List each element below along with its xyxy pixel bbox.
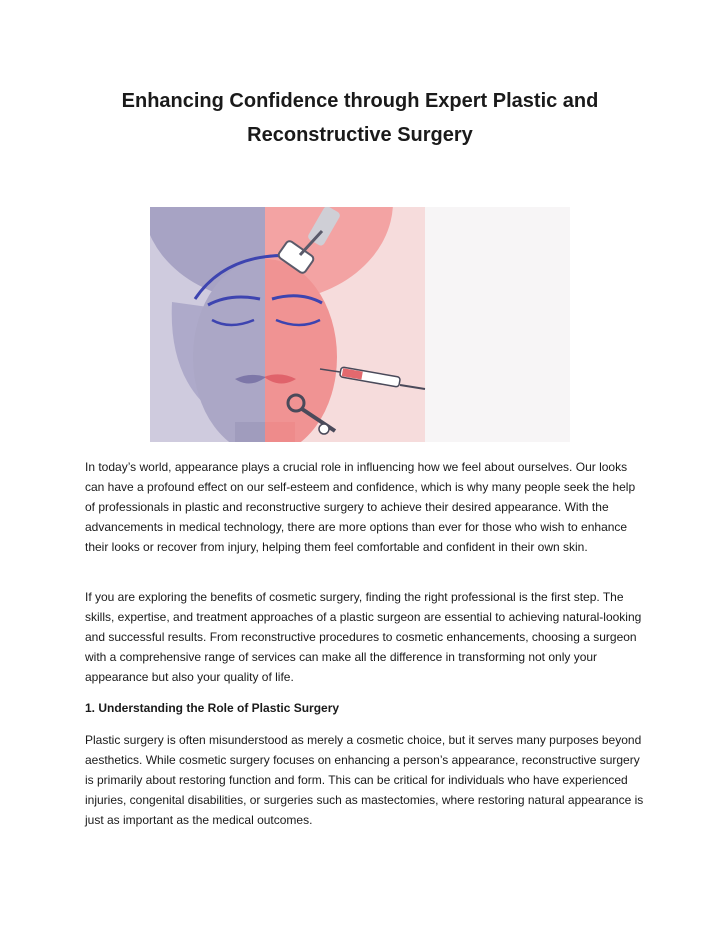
face-treatment-illustration [150,207,570,442]
section-heading: 1. Understanding the Role of Plastic Surgery [85,701,340,715]
benefits-paragraph: If you are exploring the benefits of cosmetic surgery, finding the right professional is the first step. The skills, expertise, and treatment approaches of a plastic surgeon are essential to achieving natural-looking and successful results. From reconstructive procedures to cosmetic enhancements, choosing a surgeon with a comprehensive range of services can make all the difference in transforming not only your appearance but also your quality of life. [85,590,642,684]
intro-paragraph: In today’s world, appearance plays a crucial role in influencing how we feel about ourselves. Our looks can have a profound effect on our self-esteem and confidence, which is why many people seek the help of professionals in plastic and reconstructive surgery to achieve their desired appearance. With the advancements in medical technology, there are more options than ever for those who wish to enhance their looks or recover from injury, helping them feel comfortable and confident in their own skin. [85,460,636,554]
document-title: Enhancing Confidence through Expert Plastic and Reconstructive Surgery [121,90,599,146]
hero-illustration [150,207,570,442]
section-paragraph: Plastic surgery is often misunderstood as merely a cosmetic choice, but it serves many purposes beyond aesthetics. While cosmetic surgery focuses on enhancing a person’s appearance, reconstructive surgery is primarily about restoring function and form. This can be critical for individuals who have experienced injuries, congenital disabilities, or surgeries such as mastectomies, where restoring natural appearance is just as important as the medical outcomes. [85,733,644,827]
